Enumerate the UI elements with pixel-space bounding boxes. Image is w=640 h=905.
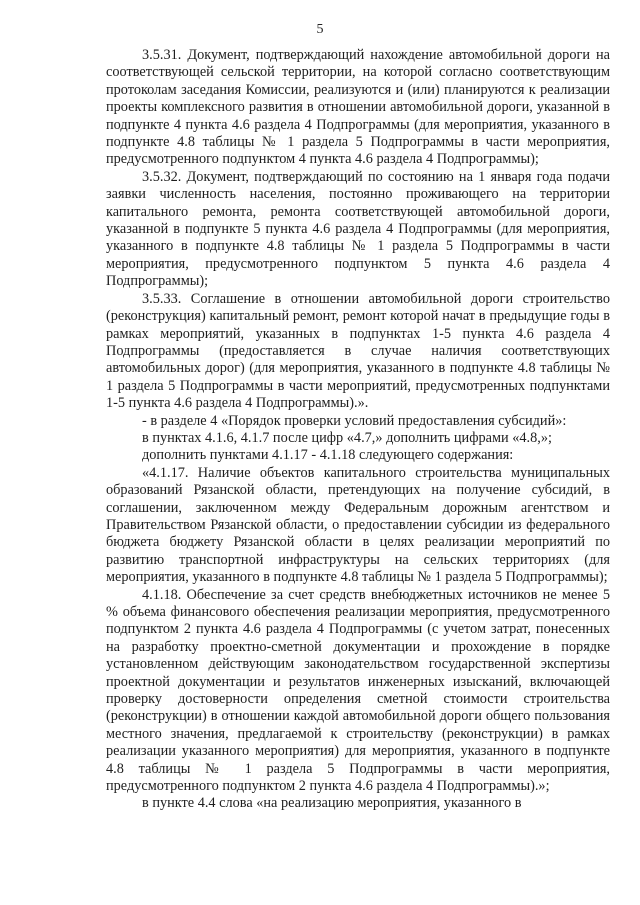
paragraph-add-items: дополнить пунктами 4.1.17 - 4.1.18 следующего содержания: bbox=[142, 447, 514, 464]
page-number: 5 bbox=[316, 22, 324, 37]
paragraph-3-5-31: 3.5.31. Документ, подтверждающий нахождение автомобильной дороги на соответствующей сельской территории, на которой согласно соответствующим протоколам заседания Комиссии, реализуются и (или) планируются к реализации проекты комплексного развития в отношении автомобильной дороги, указанной в подпункте 4 пункта 4.6 раздела 4 Подпрограммы (для мероприятия, указанного в подпункте 4.8 таблицы № 1 раздела 5 Подпрограммы в части мероприятия, предусмотренного подпунктом 4 пункта 4.6 раздела 4 Подпрограммы); bbox=[106, 47, 610, 168]
paragraph-4-1-17: «4.1.17. Наличие объектов капитального строительства муниципальных образований Рязанской области, претендующих на получение субсидий, в соглашении, заключенном между Федеральным дорожным агентством и Правительством Рязанской области, о предоставлении субсидии из федерального бюджета бюджету Рязанской области в целях реализации мероприятий по развитию транспортной инфраструктуры на сельских территориях (для мероприятия, указанного в подпункте 4.8 таблицы № 1 раздела 5 Подпрограммы); bbox=[106, 464, 610, 586]
paragraph-item-4-4: в пункте 4.4 слова «на реализацию мероприятия, указанного в bbox=[142, 795, 522, 812]
paragraph-items-4-1-6-4-1-7: в пунктах 4.1.6, 4.1.7 после цифр «4.7,» дополнить цифрами «4.8,»; bbox=[142, 429, 552, 446]
paragraph-3-5-33: 3.5.33. Соглашение в отношении автомобильной дороги строительство (реконструкция) капитальный ремонт, ремонт которой начат в предыдущие годы в рамках мероприятий, указанных в подпунктах 1-5 пункта 4.6 раздела 4 Подпрограммы (предоставляется в случае наличия соответствующих автомобильных дорог) (для мероприятия, указанного в подпункте 4.8 таблицы № 1 раздела 5 Подпрограммы в части мероприятий, предусмотренных подпунктами 1-5 пункта 4.6 раздела 4 Подпрограммы).». bbox=[106, 290, 610, 412]
paragraph-section-4-intro: - в разделе 4 «Порядок проверки условий предоставления субсидий»: bbox=[142, 412, 567, 429]
paragraph-3-5-32: 3.5.32. Документ, подтверждающий по состоянию на 1 января года подачи заявки численность населения, постоянно проживающего на территории капитального ремонта, ремонта соответствующей автомобильной дороги, указанной в подпункте 5 пункта 4.6 раздела 4 Подпрограммы (для мероприятия, указанного в подпункте 4.8 таблицы № 1 раздела 5 Подпрограммы в части мероприятия, предусмотренного подпунктом 5 пункта 4.6 раздела 4 Подпрограммы); bbox=[106, 168, 610, 290]
document-body bbox=[106, 47, 610, 813]
paragraph-4-1-18: 4.1.18. Обеспечение за счет средств внебюджетных источников не менее 5 % объема финансового обеспечения реализации мероприятия, предусмотренного подпунктом 2 пункта 4.6 раздела 4 Подпрограммы (с учетом затрат, понесенных на разработку проектно-сметной документации и прохождение в порядке установленном действующим законодательством государственной экспертизы проектной документации и результатов инженерных изысканий, включающей проверку достоверности определения сметной стоимости строительства (реконструкции) в отношении каждой автомобильной дороги общего пользования местного значения, предлагаемой к строительству (реконструкции) в рамках реализации указанного мероприятия) для мероприятия, указанного в подпункте 4.8 таблицы № 1 раздела 5 Подпрограммы в части мероприятия, предусмотренного подпунктом 2 пункта 4.6 раздела 4 Подпрограммы).»; bbox=[106, 586, 610, 795]
